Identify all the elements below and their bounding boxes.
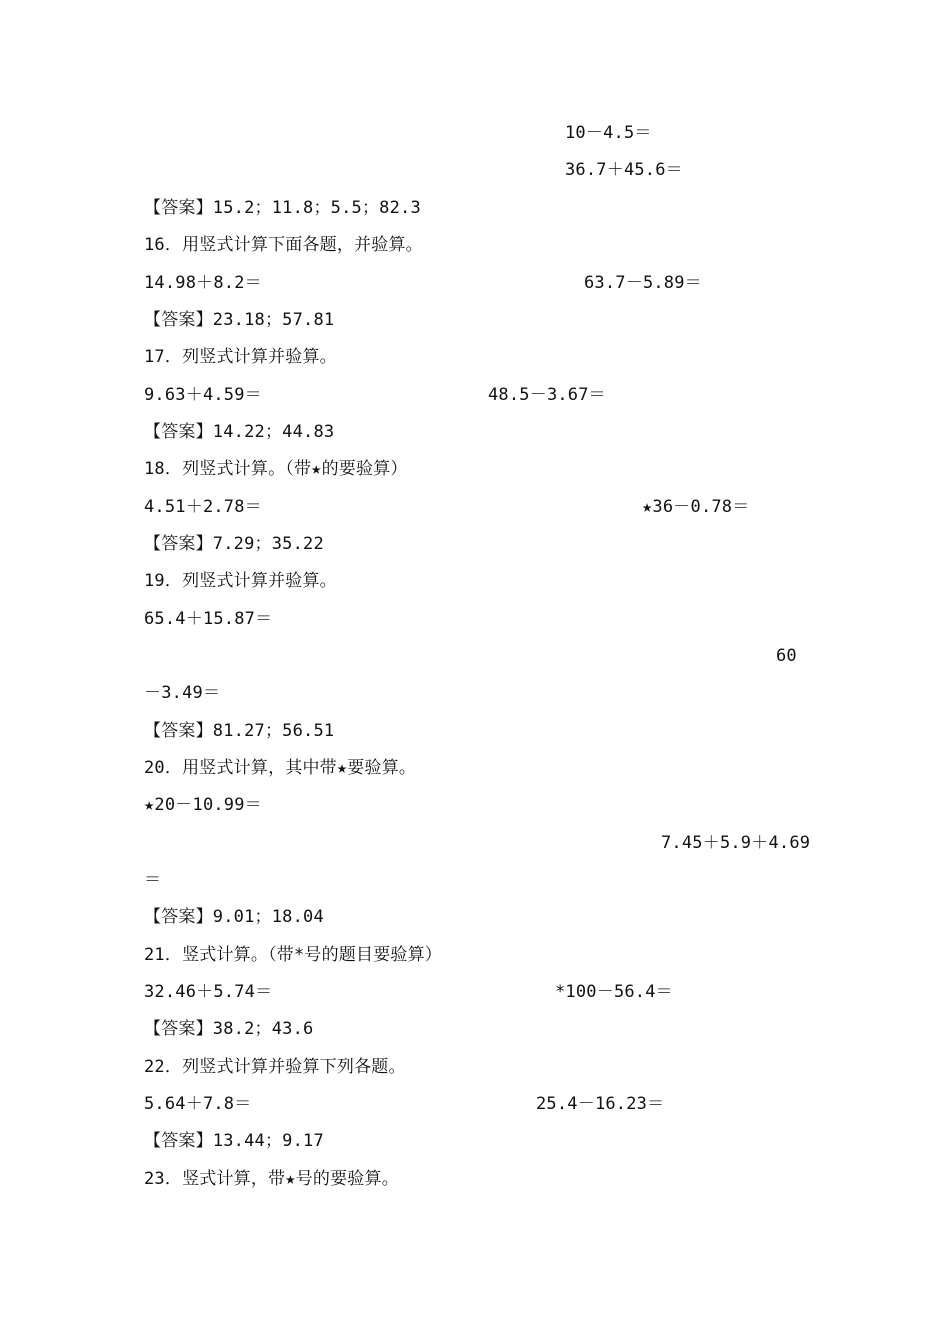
question-21-expression-1: 32.46＋5.74＝ [144, 982, 273, 1002]
answer-17: 【答案】14.22；44.83 [144, 422, 335, 442]
answer-21: 【答案】38.2；43.6 [144, 1019, 314, 1039]
question-16-expression-2: 63.7－5.89＝ [584, 273, 702, 293]
question-21-expression-2: *100－56.4＝ [555, 982, 673, 1002]
question-22: 22．列竖式计算并验算下列各题。 [144, 1057, 406, 1077]
answer-16: 【答案】23.18；57.81 [144, 310, 335, 330]
question-20: 20．用竖式计算，其中带★要验算。 [144, 758, 417, 778]
question-16: 16．用竖式计算下面各题，并验算。 [144, 235, 423, 255]
question-23: 23．竖式计算，带★号的要验算。 [144, 1169, 399, 1189]
question-19-expression-2-part-2: －3.49＝ [144, 683, 221, 703]
question-17-expression-2: 48.5－3.67＝ [488, 385, 606, 405]
question-18-expression-2: ★36－0.78＝ [642, 497, 750, 517]
answer-20: 【答案】9.01；18.04 [144, 907, 324, 927]
question-20-expression-1: ★20－10.99＝ [144, 795, 262, 815]
question-22-expression-1: 5.64＋7.8＝ [144, 1094, 252, 1114]
expression-10-minus-4-5: 10－4.5＝ [565, 123, 652, 143]
question-19: 19．列竖式计算并验算。 [144, 571, 337, 591]
question-20-expression-2-part-2: ＝ [144, 870, 162, 890]
question-16-expression-1: 14.98＋8.2＝ [144, 273, 262, 293]
question-20-expression-2-part-1: 7.45＋5.9＋4.69 [661, 833, 811, 853]
question-17-expression-1: 9.63＋4.59＝ [144, 385, 262, 405]
question-17: 17．列竖式计算并验算。 [144, 347, 337, 367]
question-18: 18．列竖式计算。（带★的要验算） [144, 459, 408, 479]
answer-15: 【答案】15.2；11.8；5.5；82.3 [144, 198, 421, 218]
answer-22: 【答案】13.44；9.17 [144, 1131, 324, 1151]
question-18-expression-1: 4.51＋2.78＝ [144, 497, 262, 517]
question-22-expression-2: 25.4－16.23＝ [536, 1094, 665, 1114]
question-19-expression-2-part-1: 60 [776, 646, 797, 666]
answer-18: 【答案】7.29；35.22 [144, 534, 324, 554]
question-19-expression-1: 65.4＋15.87＝ [144, 609, 273, 629]
answer-19: 【答案】81.27；56.51 [144, 721, 335, 741]
expression-36-7-plus-45-6: 36.7＋45.6＝ [565, 160, 683, 180]
question-21: 21．竖式计算。（带*号的题目要验算） [144, 945, 443, 965]
